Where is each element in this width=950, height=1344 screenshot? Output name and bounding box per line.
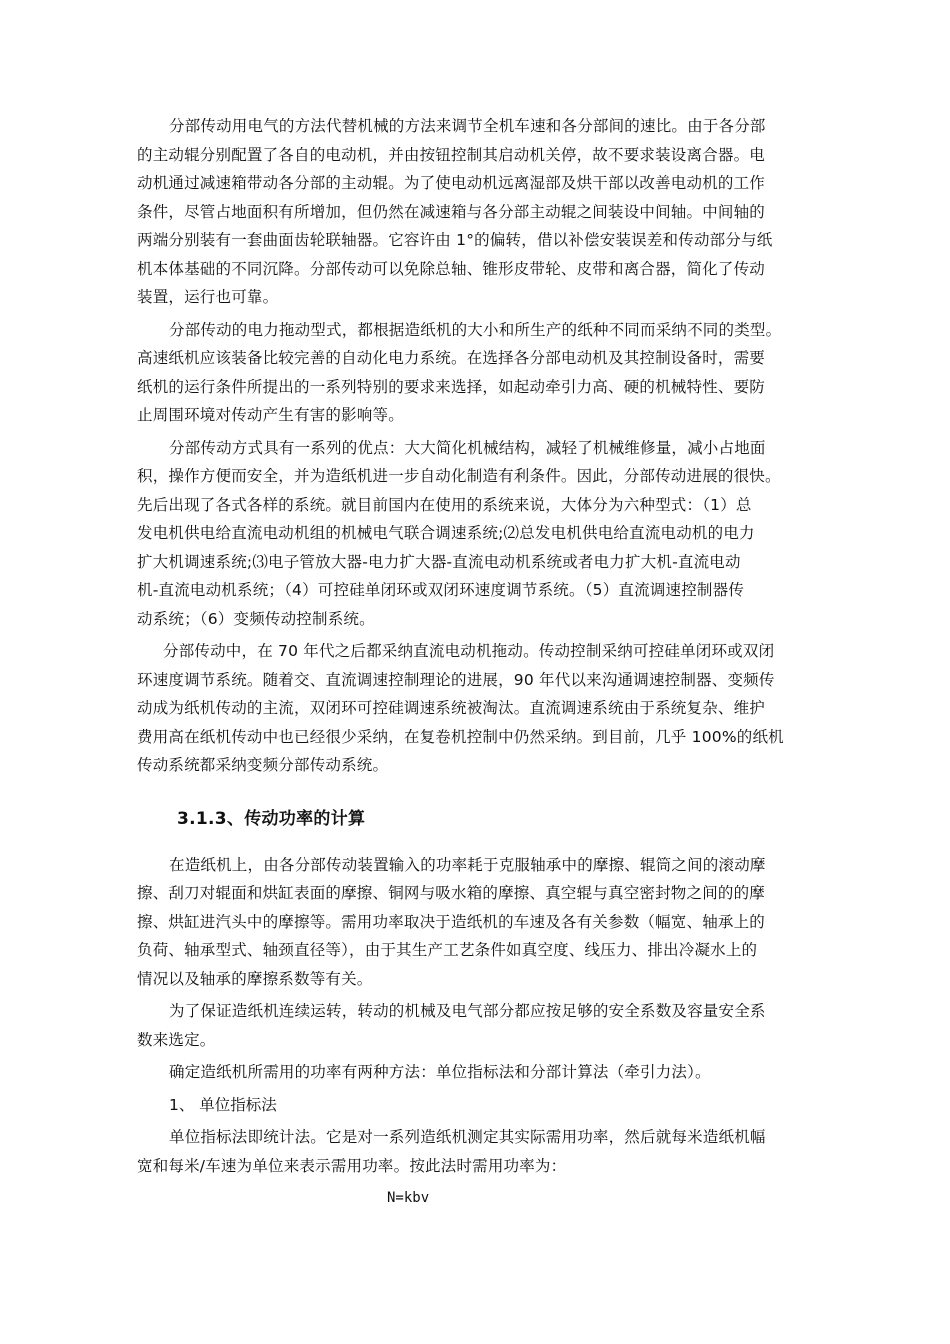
text-line: 扩大机调速系统;⑶电子管放大器-电力扩大器-直流电动机系统或者电力扩大机-直流电动 [137, 552, 741, 571]
text-line: 先后出现了各式各样的系统。就目前国内在使用的系统来说，大体分为六种型式：（1）总 [137, 495, 752, 514]
text-line: 分部传动的电力拖动型式，都根据造纸机的大小和所生产的纸种不同而采纳不同的类型。 [169, 320, 782, 339]
text-line: 机-直流电动机系统；（4）可控硅单闭环或双闭环速度调节系统。（5）直流调速控制器传 [137, 581, 745, 599]
text-line: 纸机的运行条件所提出的一系列特别的要求来选择，如起动牵引力高、硬的机械特性、要防 [137, 377, 766, 396]
text-line: 为了保证造纸机连续运转，转动的机械及电气部分都应按足够的安全系数及容量安全系 [169, 1002, 766, 1020]
list-item-heading: 1、 单位指标法 [169, 1095, 277, 1114]
text-line: 单位指标法即统计法。它是对一系列造纸机测定其实际需用功率，然后就每米造纸机幅 [169, 1128, 766, 1146]
text-line: 条件，尽管占地面积有所增加，但仍然在减速箱与各分部主动辊之间装设中间轴。中间轴的 [137, 202, 766, 221]
text-line: 动成为纸机传动的主流，双闭环可控硅调速系统被淘汰。直流调速系统由于系统复杂、维护 [137, 699, 766, 717]
text-line: 分部传动方式具有一系列的优点：大大简化机械结构，减轻了机械维修量，减小占地面 [169, 438, 766, 457]
text-line: 分部传动中，在 70 年代之后都采纳直流电动机拖动。传动控制采纳可控硅单闭环或双闭 [163, 642, 775, 660]
text-line: 止周围环境对传动产生有害的影响等。 [137, 406, 404, 424]
text-line: 动机通过减速箱带动各分部的主动辊。为了使电动机远离湿部及烘干部以改善电动机的工作 [137, 174, 766, 192]
paragraph [137, 434, 822, 634]
text-line: 高速纸机应该装备比较完善的自动化电力系统。在选择各分部电动机及其控制设备时，需要 [137, 349, 766, 367]
text-line: 分部传动用电气的方法代替机械的方法来调节全机车速和各分部间的速比。由于各分部 [169, 117, 766, 135]
text-line: 负荷、轴承型式、轴颈直径等），由于其生产工艺条件如真空度、线压力、排出冷凝水上的 [137, 941, 758, 959]
text-line: 机本体基础的不同沉降。分部传动可以免除总轴、锥形皮带轮、皮带和离合器，简化了传动 [137, 259, 766, 278]
text-line: 环速度调节系统。随着交、直流调速控制理论的进展，90 年代以来沟通调速控制器、变频传 [137, 670, 775, 689]
text-line: 擦、刮刀对辊面和烘缸表面的摩擦、铜网与吸水箱的摩擦、真空辊与真空密封物之间的的摩 [137, 884, 766, 902]
text-line: 擦、烘缸进汽头中的摩擦等。需用功率取决于造纸机的车速及各有关参数（幅宽、轴承上的 [137, 912, 766, 931]
paragraph [137, 1058, 822, 1087]
text-line: 的主动辊分别配置了各自的电动机，并由按钮控制其启动机关停，故不要求装设离合器。电 [137, 145, 766, 164]
text-line: 数来选定。 [137, 1030, 216, 1049]
paragraph [137, 637, 822, 780]
paragraph [137, 1123, 822, 1180]
document-page [137, 112, 822, 1206]
text-line: 情况以及轴承的摩擦系数等有关。 [137, 969, 373, 988]
section-heading: 3.1.3、传动功率的计算 [177, 808, 366, 829]
paragraph [137, 316, 822, 430]
text-line: 两端分别装有一套曲面齿轮联轴器。它容许由 1°的偏转，借以补偿安装误差和传动部分与纸 [137, 231, 773, 249]
text-line: 积，操作方便而安全，并为造纸机进一步自动化制造有利条件。因此，分部传动进展的很快。 [137, 467, 781, 485]
text-line: 装置，运行也可靠。 [137, 288, 279, 306]
text-line: 动系统；（6）变频传动控制系统。 [137, 609, 375, 628]
paragraph [137, 997, 822, 1054]
text-line: 传动系统都采纳变频分部传动系统。 [137, 756, 389, 774]
formula: N=kbv [387, 1190, 430, 1206]
text-line: 宽和每米/车速为单位来表示需用功率。按此法时需用功率为： [137, 1156, 567, 1175]
text-line: 在造纸机上，由各分部传动装置输入的功率耗于克服轴承中的摩擦、辊筒之间的滚动摩 [169, 855, 766, 874]
paragraph [137, 851, 822, 994]
paragraph [137, 112, 822, 312]
text-line: 确定造纸机所需用的功率有两种方法：单位指标法和分部计算法（牵引力法）。 [169, 1063, 711, 1081]
text-line: 发电机供电给直流电动机组的机械电气联合调速系统;⑵总发电机供电给直流电动机的电力 [137, 524, 755, 542]
text-line: 费用高在纸机传动中也已经很少采纳，在复卷机控制中仍然采纳。到目前，几乎 100%的纸机 [137, 727, 784, 746]
